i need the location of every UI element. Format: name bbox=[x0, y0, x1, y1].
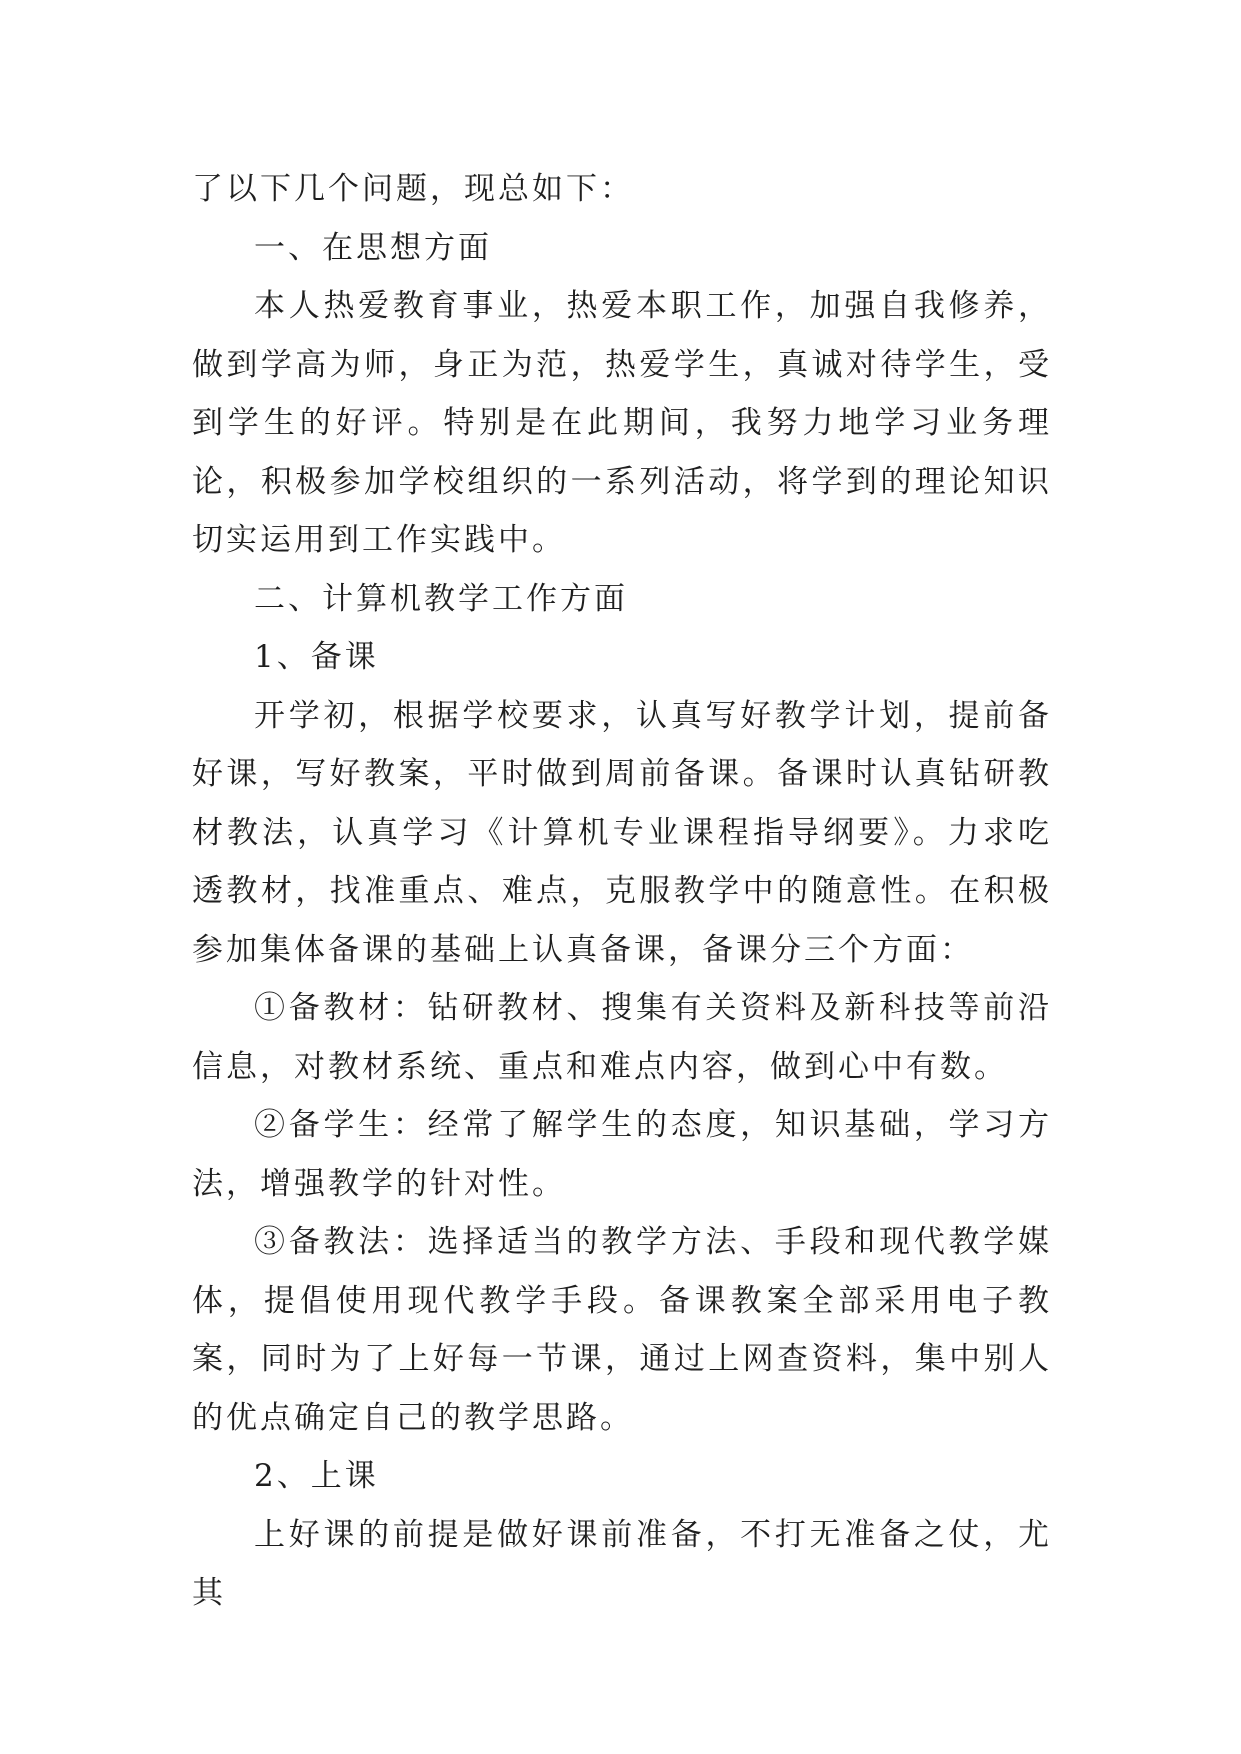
section-heading-teaching: 二、计算机教学工作方面 bbox=[254, 580, 628, 617]
list-item-prep-materials: ①备教材：钻研教材、搜集有关资料及新科技等前沿信息，对教材系统、重点和难点内容，做到心中有数。 bbox=[192, 990, 1052, 1085]
list-item-prep-methods: ③备教法：选择适当的教学方法、手段和现代教学媒体，提倡使用现代教学手段。备课教案全部采用电子教案，同时为了上好每一节课，通过上网查资料，集中别人的优点确定自己的教学思路。 bbox=[192, 1224, 1052, 1436]
subheading-lesson-prep: 1、备课 bbox=[254, 639, 379, 675]
paragraph-class: 上好课的前提是做好课前准备，不打无准备之仗，尤其 bbox=[192, 1516, 1052, 1611]
list-item-prep-students: ②备学生：经常了解学生的态度，知识基础，学习方法，增强教学的针对性。 bbox=[192, 1107, 1052, 1202]
document-body bbox=[192, 160, 1052, 1623]
paragraph-intro-continuation: 了以下几个问题，现总如下： bbox=[192, 171, 634, 207]
subheading-class: 2、上课 bbox=[254, 1458, 379, 1494]
section-heading-thought: 一、在思想方面 bbox=[254, 229, 492, 266]
paragraph-thought: 本人热爱教育事业，热爱本职工作，加强自我修养，做到学高为师，身正为范，热爱学生，真诚对待学生，受到学生的好评。特别是在此期间，我努力地学习业务理论，积极参加学校组织的一系列活动，将学到的理论知识切实运用到工作实践中。 bbox=[192, 288, 1052, 558]
paragraph-lesson-prep: 开学初，根据学校要求，认真写好教学计划，提前备好课，写好教案，平时做到周前备课。备课时认真钻研教材教法，认真学习《计算机专业课程指导纲要》。力求吃透教材，找准重点、难点，克服教学中的随意性。在积极参加集体备课的基础上认真备课，备课分三个方面： bbox=[192, 697, 1052, 968]
